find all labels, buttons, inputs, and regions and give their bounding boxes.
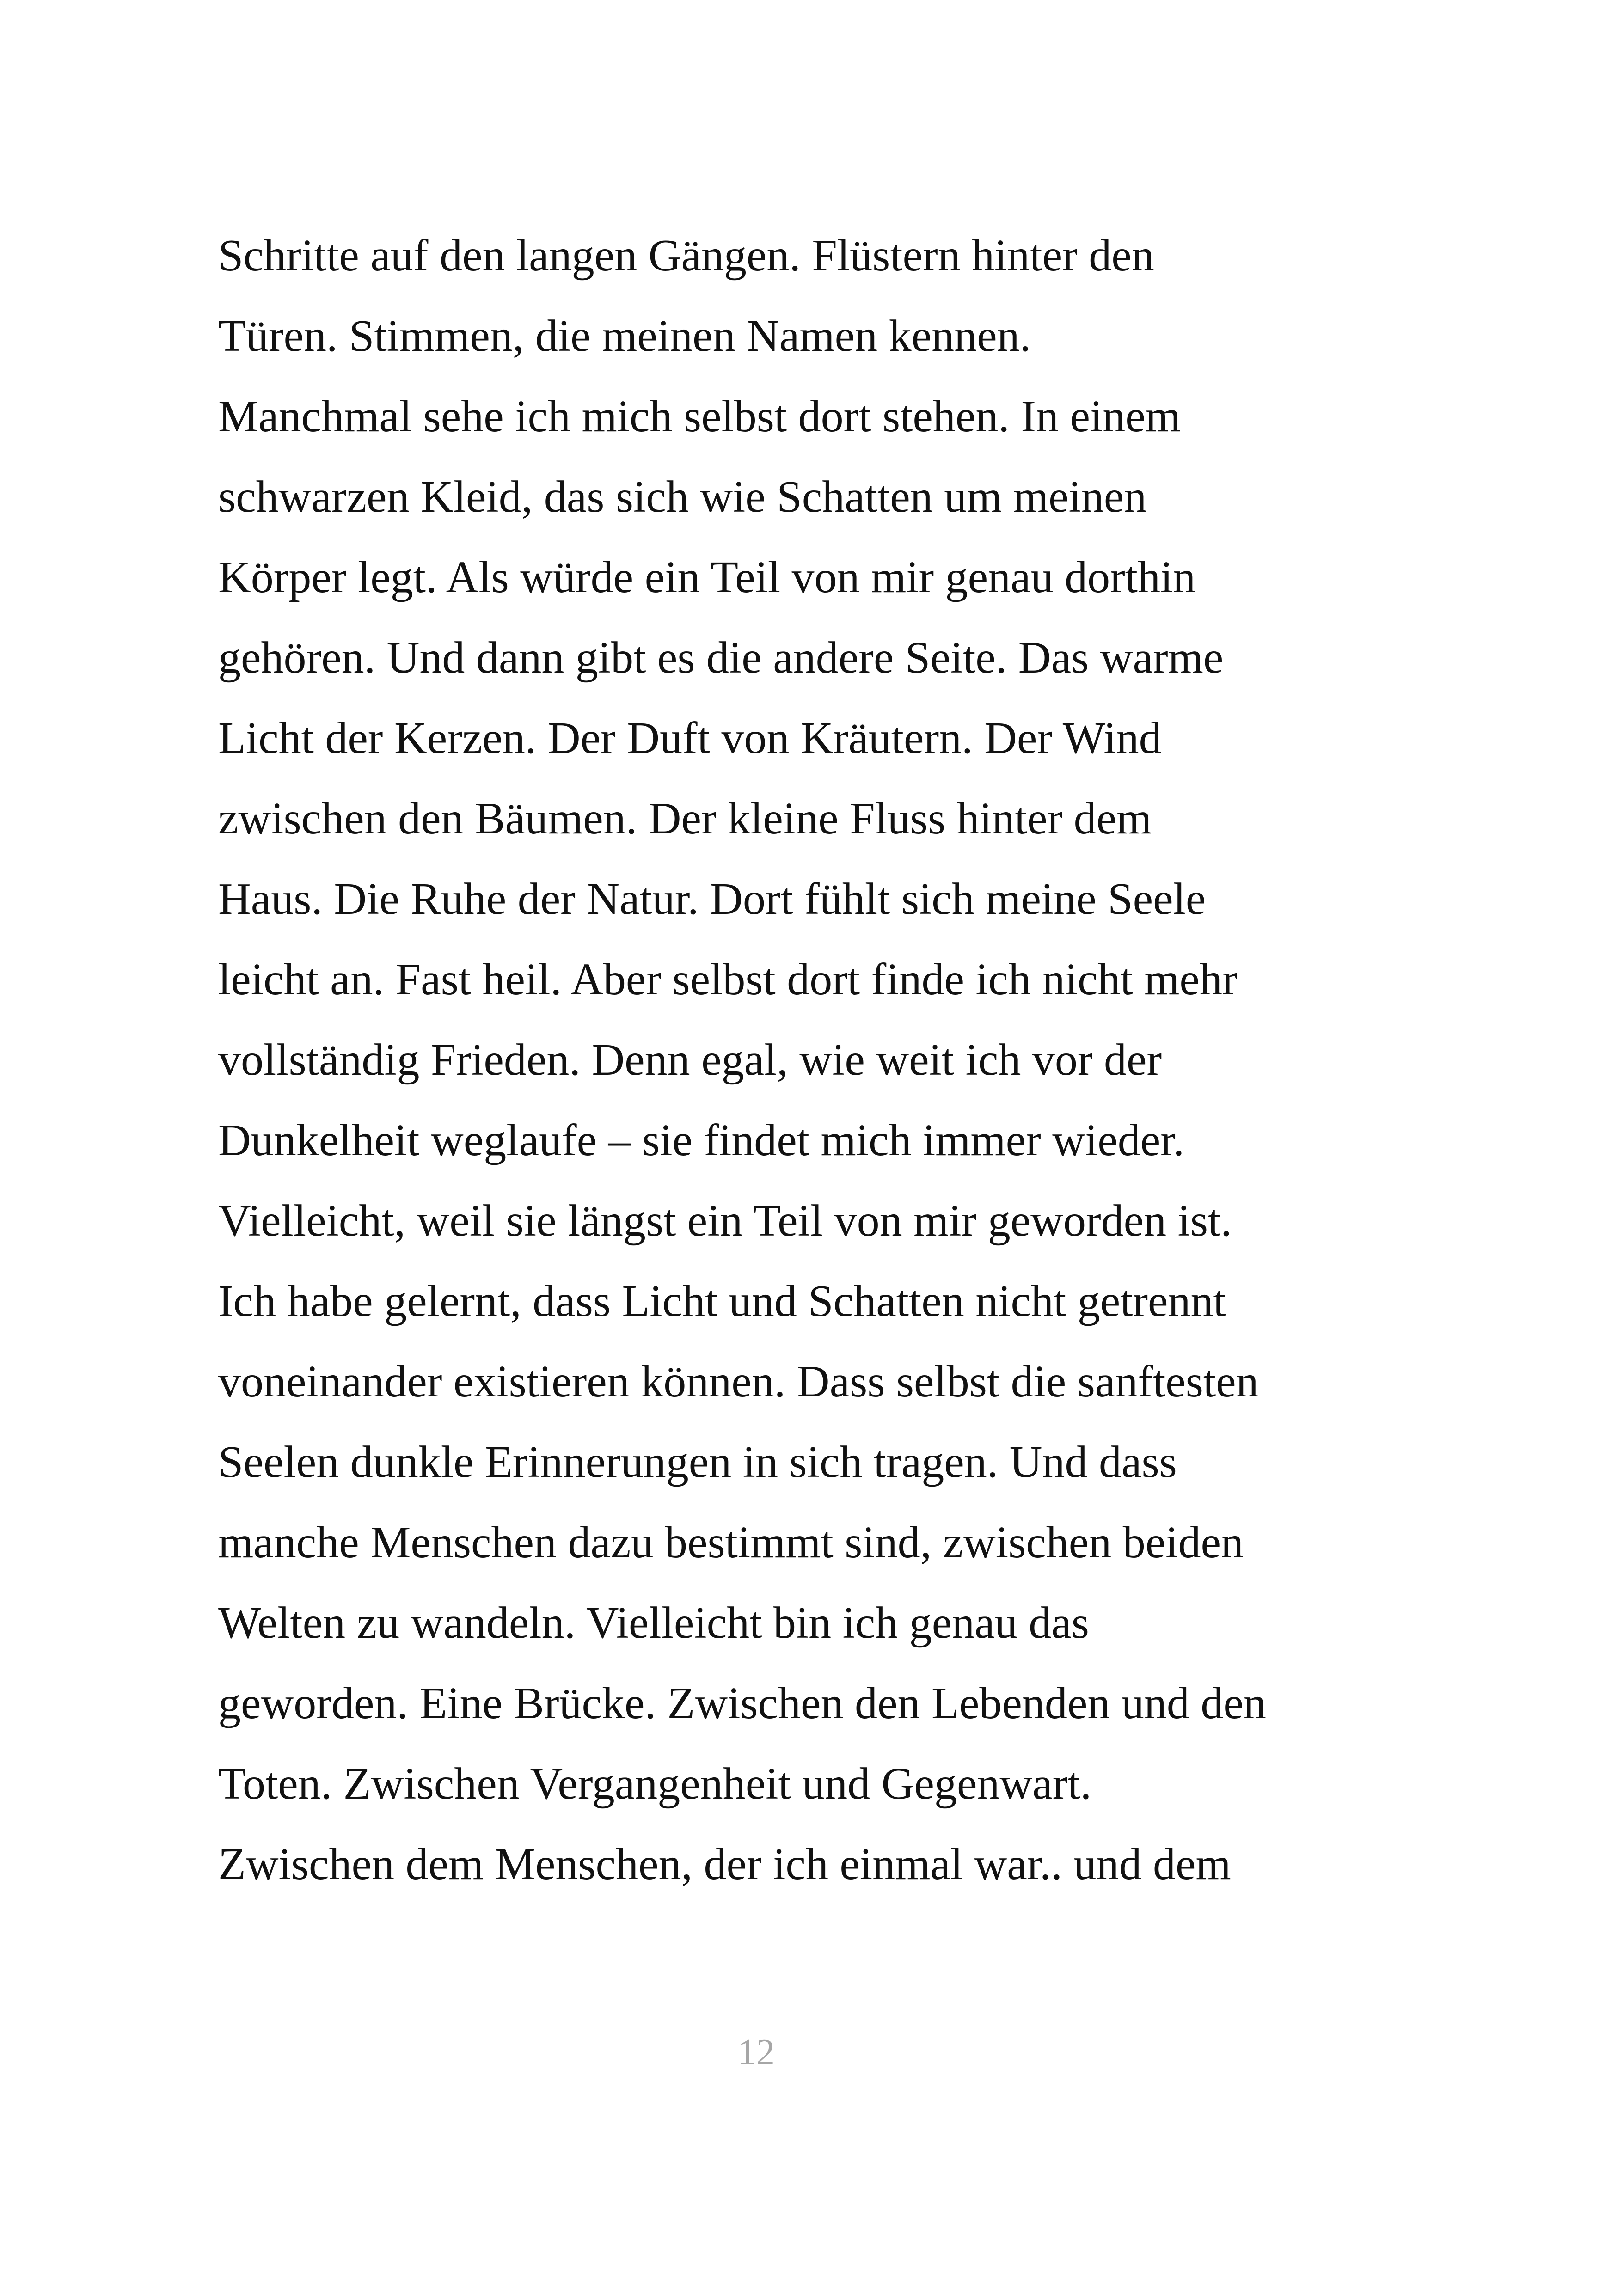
body-text bbox=[218, 215, 1559, 1904]
text-line: Ich habe gelernt, dass Licht und Schatten nicht getrennt bbox=[218, 1276, 1226, 1326]
text-line: Toten. Zwischen Vergangenheit und Gegenwart. bbox=[218, 1759, 1092, 1809]
text-line: Haus. Die Ruhe der Natur. Dort fühlt sich meine Seele bbox=[218, 874, 1206, 924]
text-line: Seelen dunkle Erinnerungen in sich tragen. Und dass bbox=[218, 1437, 1177, 1487]
text-line: Manchmal sehe ich mich selbst dort stehen. In einem bbox=[218, 392, 1181, 441]
text-line: manche Menschen dazu bestimmt sind, zwischen beiden bbox=[218, 1518, 1244, 1567]
text-line: voneinander existieren können. Dass selbst die sanftesten bbox=[218, 1357, 1259, 1407]
text-line: Dunkelheit weglaufe – sie findet mich immer wieder. bbox=[218, 1115, 1185, 1165]
text-line: vollständig Frieden. Denn egal, wie weit ich vor der bbox=[218, 1035, 1162, 1085]
text-line: gehören. Und dann gibt es die andere Seite. Das warme bbox=[218, 633, 1224, 683]
text-line: Zwischen dem Menschen, der ich einmal war.. und dem bbox=[218, 1839, 1231, 1889]
text-line: geworden. Eine Brücke. Zwischen den Lebenden und den bbox=[218, 1678, 1266, 1728]
text-line: Licht der Kerzen. Der Duft von Kräutern. Der Wind bbox=[218, 713, 1162, 763]
text-line: Welten zu wandeln. Vielleicht bin ich genau das bbox=[218, 1598, 1089, 1648]
text-line: leicht an. Fast heil. Aber selbst dort finde ich nicht mehr bbox=[218, 955, 1238, 1004]
text-line: Vielleicht, weil sie längst ein Teil von mir geworden ist. bbox=[218, 1196, 1232, 1246]
text-line: schwarzen Kleid, das sich wie Schatten um meinen bbox=[218, 472, 1147, 522]
text-line: Körper legt. Als würde ein Teil von mir genau dorthin bbox=[218, 552, 1196, 602]
text-line: Schritte auf den langen Gängen. Flüstern hinter den bbox=[218, 231, 1154, 281]
page-number: 12 bbox=[738, 2032, 775, 2073]
text-line: zwischen den Bäumen. Der kleine Fluss hinter dem bbox=[218, 794, 1152, 844]
text-line: Türen. Stimmen, die meinen Namen kennen. bbox=[218, 311, 1031, 361]
